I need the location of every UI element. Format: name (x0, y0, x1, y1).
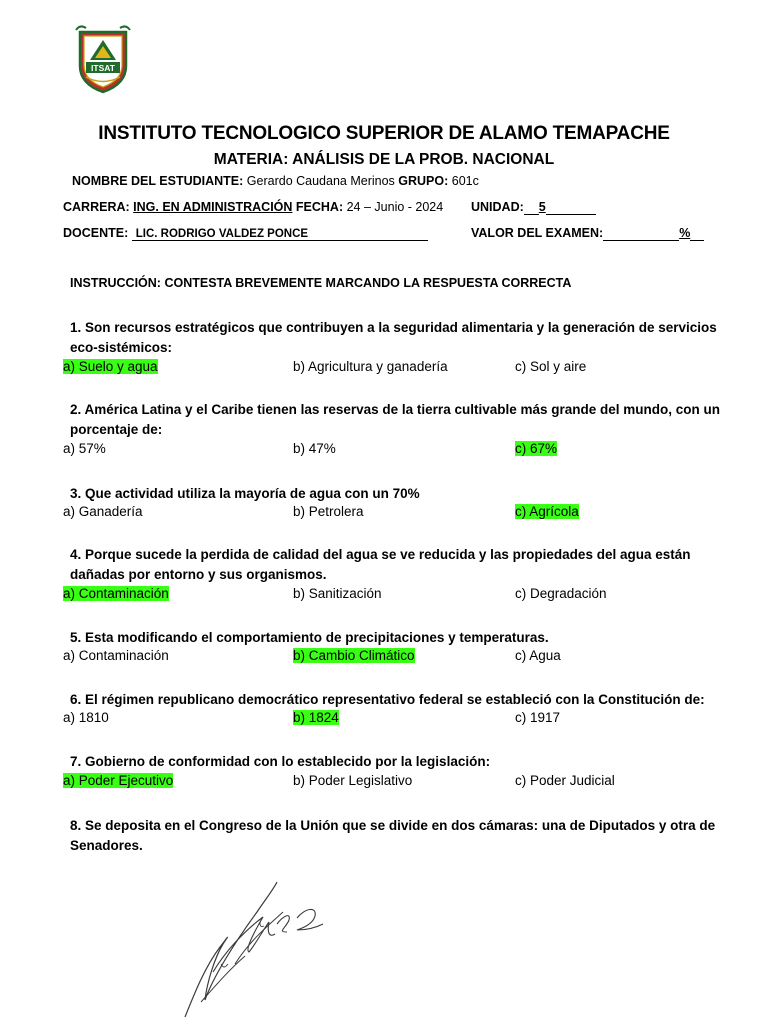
q6-option-b: b) 1824 (293, 710, 339, 725)
q4-option-a: a) Contaminación (63, 586, 169, 601)
question-4: 4. Porque sucede la perdida de calidad del agua se ve reducida y las propiedades del agua están dañadas por entorno y sus organismos. (70, 547, 691, 582)
student-name-label: NOMBRE DEL ESTUDIANTE: (72, 174, 244, 188)
career-row (63, 200, 443, 214)
question-7: 7. Gobierno de conformidad con lo establecido por la legislación: (70, 754, 491, 769)
q6-option-c: c) 1917 (515, 710, 561, 725)
question-6: 6. El régimen republicano democrático representativo federal se estableció con la Constitución de: (70, 692, 705, 707)
teacher-label: DOCENTE: (63, 226, 129, 240)
question-5: 5. Esta modificando el comportamiento de precipitaciones y temperaturas. (70, 630, 549, 645)
q5-option-a: a) Contaminación (63, 648, 169, 663)
career-label: CARRERA: (63, 200, 130, 214)
q6-option-a: a) 1810 (63, 710, 109, 725)
group-value: 601c (451, 174, 479, 188)
unit-row (471, 200, 596, 215)
exam-value-suffix: % (679, 226, 691, 240)
q2-option-b: b) 47% (293, 441, 336, 456)
q7-option-b: b) Poder Legislativo (293, 773, 413, 788)
date-label: FECHA: (295, 200, 344, 214)
q7-option-a: a) Poder Ejecutivo (63, 773, 174, 788)
exam-value-row (471, 226, 704, 241)
unit-label: UNIDAD: (471, 200, 524, 214)
teacher-row (63, 226, 428, 241)
signature (165, 872, 335, 1022)
q4-option-b: b) Sanitización (293, 586, 382, 601)
q3-option-c: c) Agrícola (515, 504, 579, 519)
subject-title: MATERIA: ANÁLISIS DE LA PROB. NACIONAL (213, 151, 555, 168)
career-value: ING. EN ADMINISTRACIÓN (133, 200, 293, 214)
question-3: 3. Que actividad utiliza la mayoría de agua con un 70% (70, 486, 420, 501)
group-label: GRUPO: (398, 174, 449, 188)
q3-option-b: b) Petrolera (293, 504, 364, 519)
logo-text: ITSAT (91, 63, 115, 73)
q1-option-b: b) Agricultura y ganadería (293, 359, 448, 374)
question-2: 2. América Latina y el Caribe tienen las reservas de la tierra cultivable más grande del mundo, con un porcentaje de: (70, 402, 720, 437)
q7-option-c: c) Poder Judicial (515, 773, 615, 788)
unit-value: 5 (538, 200, 546, 214)
teacher-value: LIC. RODRIGO VALDEZ PONCE (132, 228, 428, 241)
q4-option-c: c) Degradación (515, 586, 607, 601)
question-8: 8. Se deposita en el Congreso de la Unión que se divide en dos cámaras: una de Diputados y otra de Senadores. (70, 818, 716, 853)
q5-option-c: c) Agua (515, 648, 561, 663)
student-name-row (72, 174, 479, 188)
q5-option-b: b) Cambio Climático (293, 648, 415, 663)
q1-option-c: c) Sol y aire (515, 359, 587, 374)
q1-option-a: a) Suelo y agua (63, 359, 158, 374)
instruction: INSTRUCCIÓN: CONTESTA BREVEMENTE MARCANDO LA RESPUESTA CORRECTA (70, 276, 572, 290)
q3-option-a: a) Ganadería (63, 504, 143, 519)
date-value: 24 – Junio - 2024 (346, 200, 444, 214)
exam-value-label: VALOR DEL EXAMEN: (471, 226, 604, 240)
student-name-value: Gerardo Caudana Merinos (246, 174, 395, 188)
institute-title: INSTITUTO TECNOLOGICO SUPERIOR DE ALAMO TEMAPACHE (98, 123, 670, 144)
institute-logo (72, 22, 134, 96)
question-1: 1. Son recursos estratégicos que contribuyen a la seguridad alimentaria y la generación de servicios eco-sistémicos: (70, 320, 717, 355)
q2-option-a: a) 57% (63, 441, 106, 456)
q2-option-c: c) 67% (515, 441, 558, 456)
